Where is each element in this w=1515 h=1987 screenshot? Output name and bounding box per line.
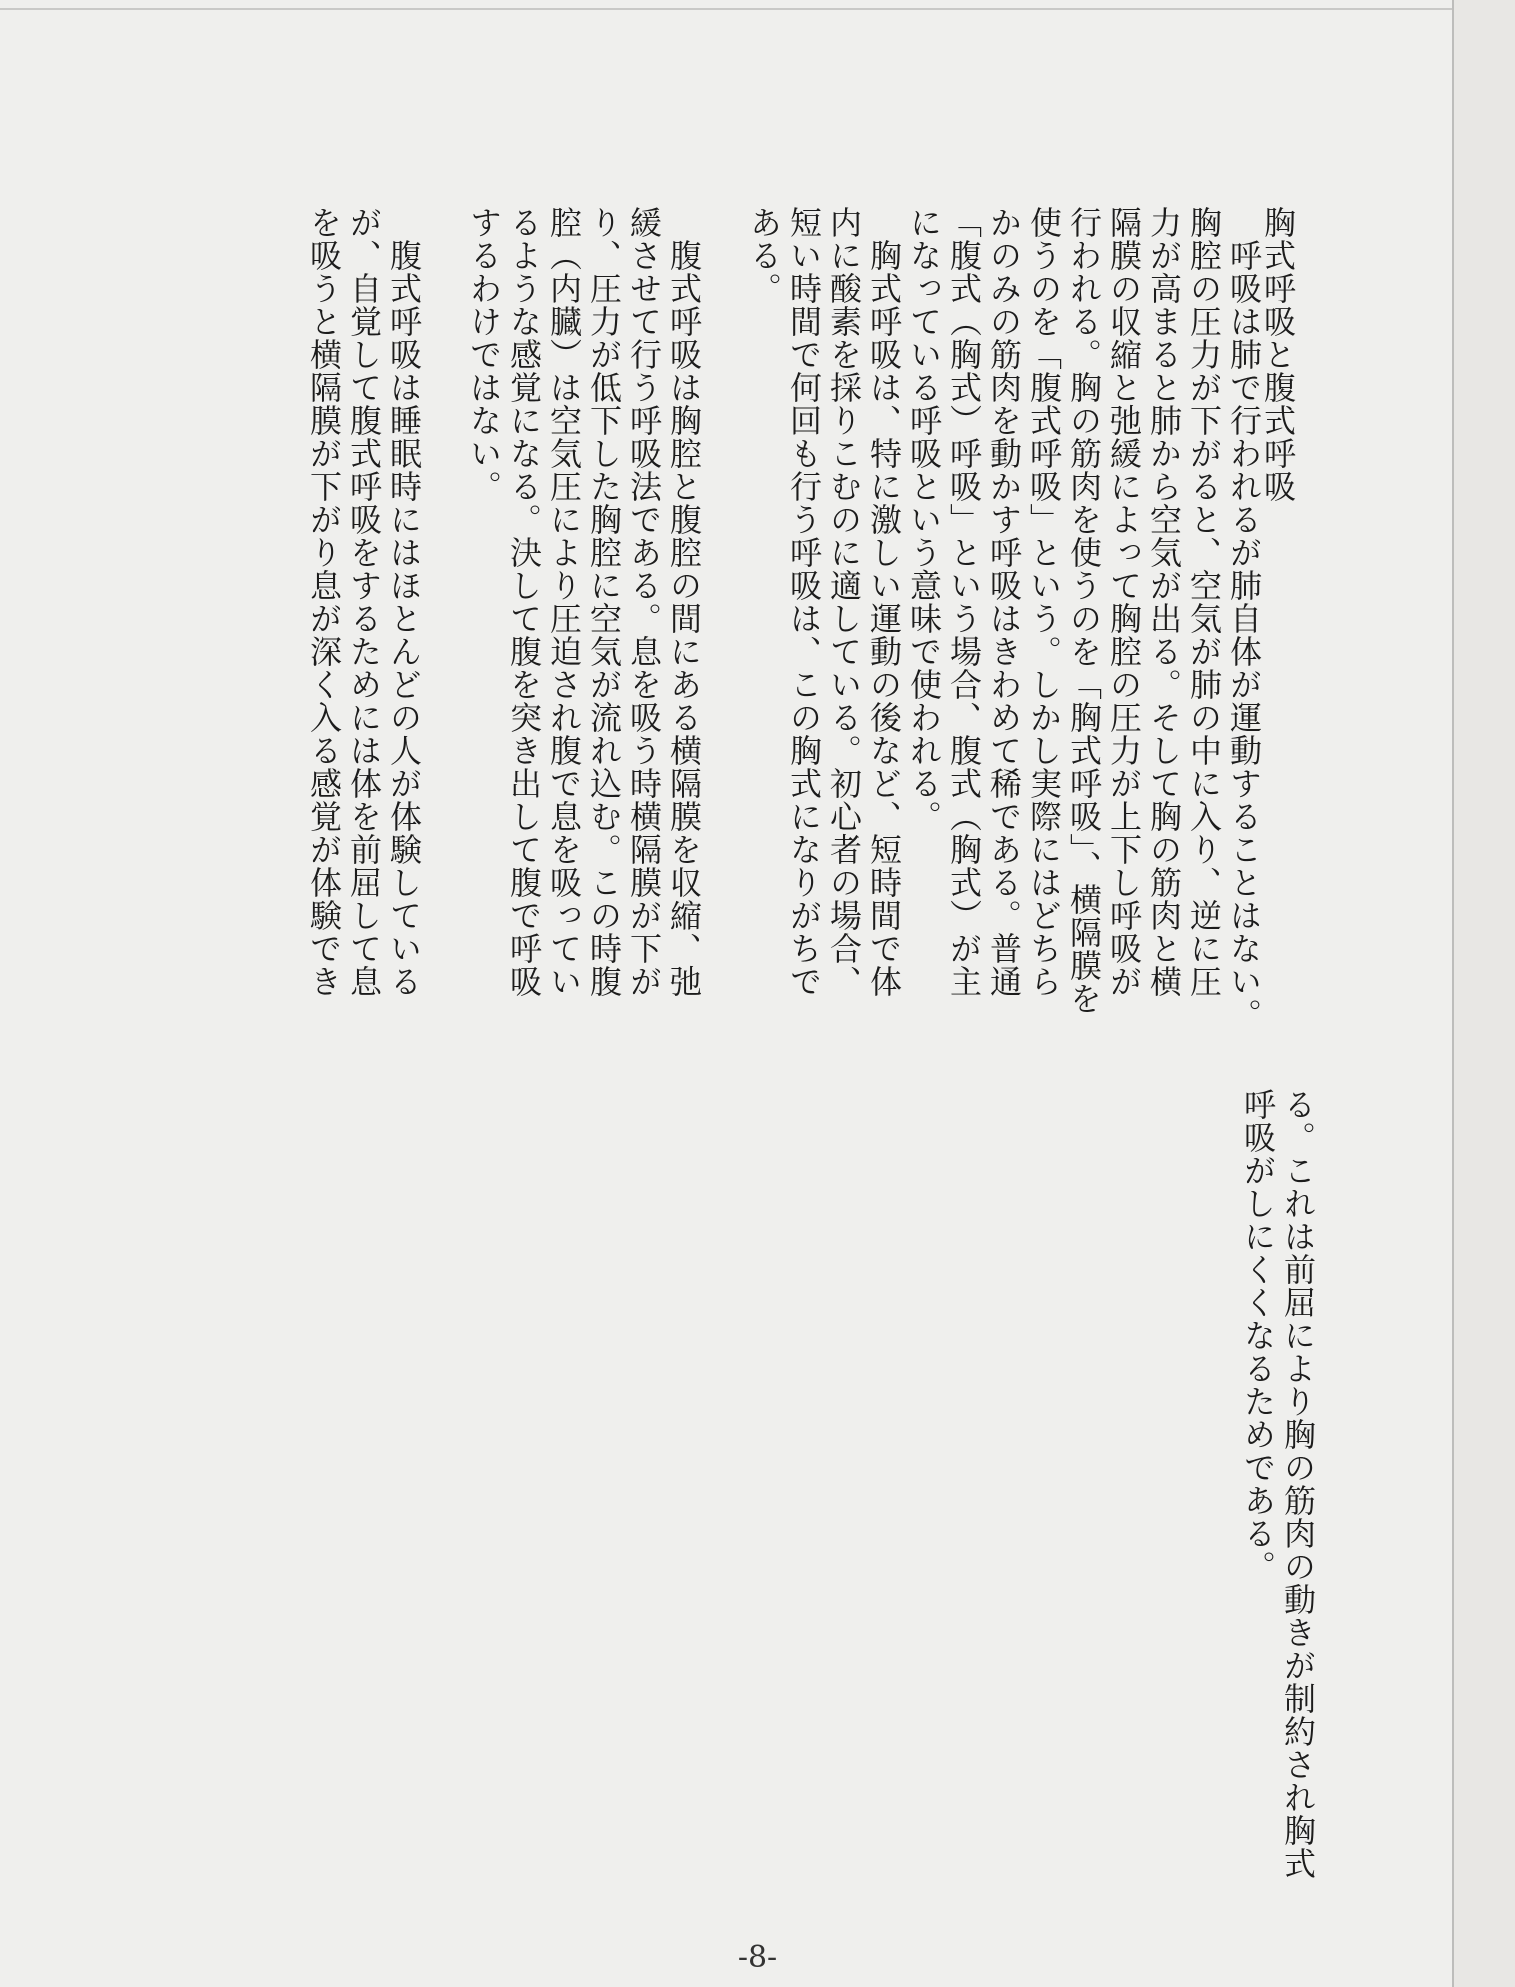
text-column: るような感覚になる。決して腹を突き出して腹で呼吸 xyxy=(505,206,543,998)
text-column: になっている呼吸という意味で使われる。 xyxy=(905,206,943,833)
text-column: 力が高まると肺から空気が出る。そして胸の筋肉と横 xyxy=(1145,206,1183,998)
text-column: る。これは前屈により胸の筋肉の動きが制約され胸式 xyxy=(1279,1088,1317,1880)
text-column: 呼吸がしにくくなるためである。 xyxy=(1239,1088,1277,1583)
text-column: 「腹式（胸式）呼吸」という場合、腹式（胸式）が主 xyxy=(945,206,983,998)
text-column: 短い時間で何回も行う呼吸は、この胸式になりがちで xyxy=(785,206,823,998)
text-column: 腹式呼吸は胸腔と腹腔の間にある横隔膜を収縮、弛 xyxy=(665,206,703,998)
text-column: 胸式呼吸は、特に激しい運動の後など、短時間で体 xyxy=(865,206,903,998)
section-heading: 胸式呼吸と腹式呼吸 xyxy=(1259,206,1297,503)
text-column: 腔（内臓）は空気圧により圧迫され腹で息を吸ってい xyxy=(545,206,583,998)
page-top-edge xyxy=(0,8,1452,10)
text-column: 隔膜の収縮と弛緩によって胸腔の圧力が上下し呼吸が xyxy=(1105,206,1143,998)
text-column: り、圧力が低下した胸腔に空気が流れ込む。この時腹 xyxy=(585,206,623,998)
text-column: 呼吸は肺で行われるが肺自体が運動することはない。 xyxy=(1225,206,1263,1031)
text-column: 使うのを「腹式呼吸」という。しかし実際にはどちら xyxy=(1025,206,1063,998)
text-column: 胸腔の圧力が下がると、空気が肺の中に入り、逆に圧 xyxy=(1185,206,1223,998)
text-column: かのみの筋肉を動かす呼吸はきわめて稀である。普通 xyxy=(985,206,1023,998)
text-column: を吸うと横隔膜が下がり息が深く入る感覚が体験でき xyxy=(305,206,343,998)
text-column: 内に酸素を採りこむのに適している。初心者の場合、 xyxy=(825,206,863,998)
text-column: 緩させて行う呼吸法である。息を吸う時横隔膜が下が xyxy=(625,206,663,998)
text-column: 腹式呼吸は睡眠時にはほとんどの人が体験している xyxy=(385,206,423,998)
text-column: 行われる。胸の筋肉を使うのを「胸式呼吸」、横隔膜を xyxy=(1065,206,1103,1015)
text-column: が、自覚して腹式呼吸をするためには体を前屈して息 xyxy=(345,206,383,998)
text-column: ある。 xyxy=(745,206,783,305)
text-column: するわけではない。 xyxy=(465,206,503,503)
page-number: -8- xyxy=(737,1940,778,1975)
